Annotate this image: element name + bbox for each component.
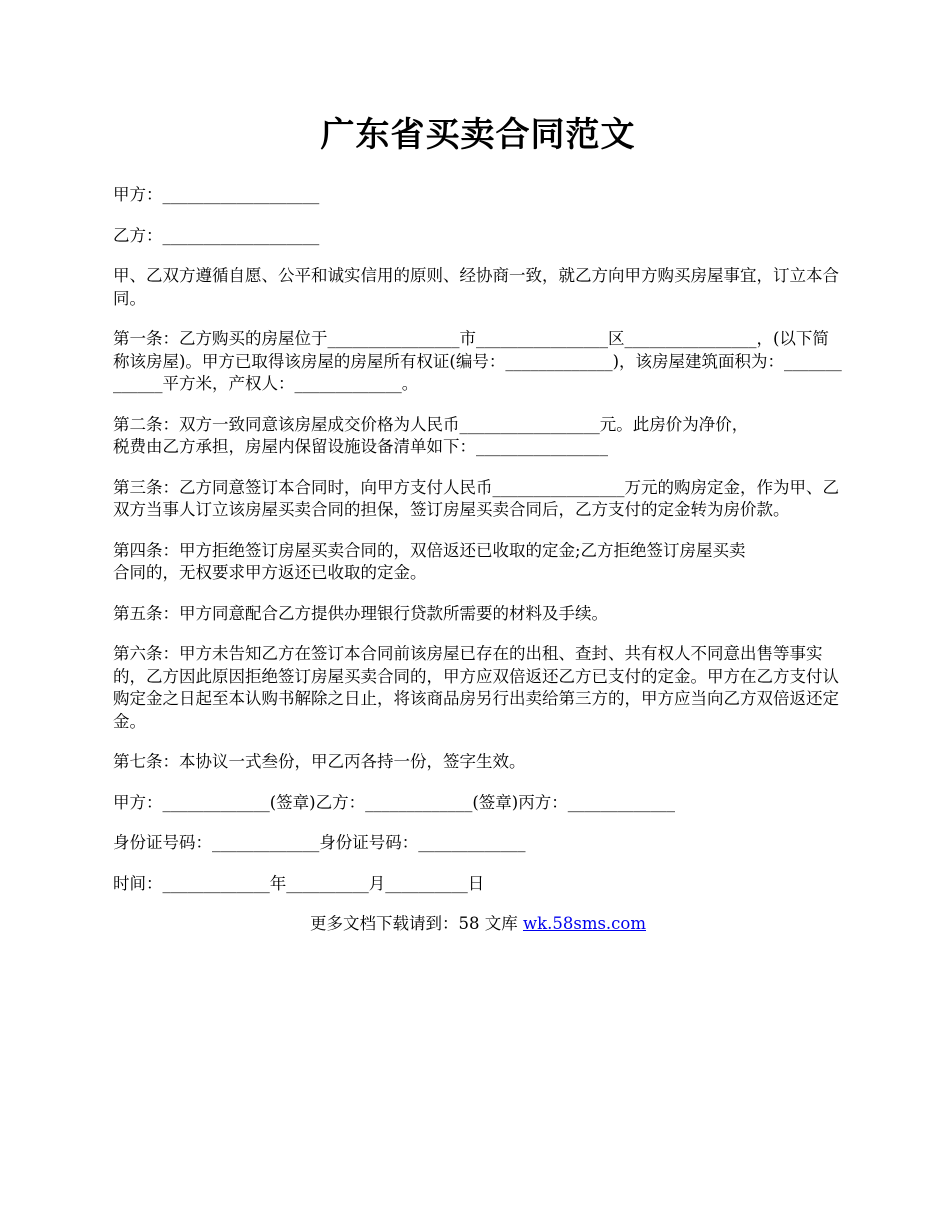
preamble: 甲、乙双方遵循自愿、公平和诚实信用的原则、经协商一致，就乙方向甲方购买房屋事宜，订立本合同。	[113, 266, 839, 308]
download-footer	[113, 913, 843, 935]
article-4: 第四条：甲方拒绝签订房屋买卖合同的，双倍返还已收取的定金;乙方拒绝签订房屋买卖 合同的，无权要求甲方返还已收取的定金。	[113, 540, 746, 582]
party-b-line: 乙方：___________________	[113, 225, 320, 245]
document-title: 广东省买卖合同范文	[320, 115, 636, 155]
id-number-line: 身份证号码：_____________身份证号码：_____________	[113, 833, 526, 852]
signature-line: 甲方：_____________(签章)乙方：_____________(签章)丙方：_____________	[113, 792, 675, 812]
article-2: 第二条：双方一致同意该房屋成交价格为人民币_________________元。此房价为净价， 税费由乙方承担，房屋内保留设施设备清单如下：________________	[113, 414, 749, 456]
footer-text: 更多文档下载请到：58 文库	[309, 914, 523, 933]
date-line: 时间：_____________年__________月__________日	[113, 873, 485, 893]
footer-link[interactable]: wk.58sms.com	[522, 914, 646, 933]
article-7: 第七条：本协议一式叁份，甲乙丙各持一份，签字生效。	[113, 752, 526, 771]
article-5: 第五条：甲方同意配合乙方提供办理银行贷款所需要的材料及手续。	[113, 603, 608, 623]
party-a-line: 甲方：___________________	[113, 185, 320, 204]
article-3: 第三条：乙方同意签订本合同时，向甲方支付人民币________________万元的购房定金，作为甲、乙双方当事人订立该房屋买卖合同的担保，签订房屋买卖合同后，乙方支付的定金转为房价款。	[113, 477, 839, 519]
document-page	[113, 110, 843, 935]
article-1: 第一条：乙方购买的房屋位于________________市________________区________________，(以下简称该房屋)。甲方已取得该房屋的房屋所有权证(编号：_____________)，该房屋建筑面积为：_____________平方米，产权人：_____________。	[113, 329, 842, 393]
article-6: 第六条：甲方未告知乙方在签订本合同前该房屋已存在的出租、查封、共有权人不同意出售等事实的，乙方因此原因拒绝签订房屋买卖合同的，甲方应双倍返还乙方已支付的定金。甲方在乙方支付认购定金之日起至本认购书解除之日止，将该商品房另行出卖给第三方的，甲方应当向乙方双倍返还定金。	[113, 644, 839, 731]
